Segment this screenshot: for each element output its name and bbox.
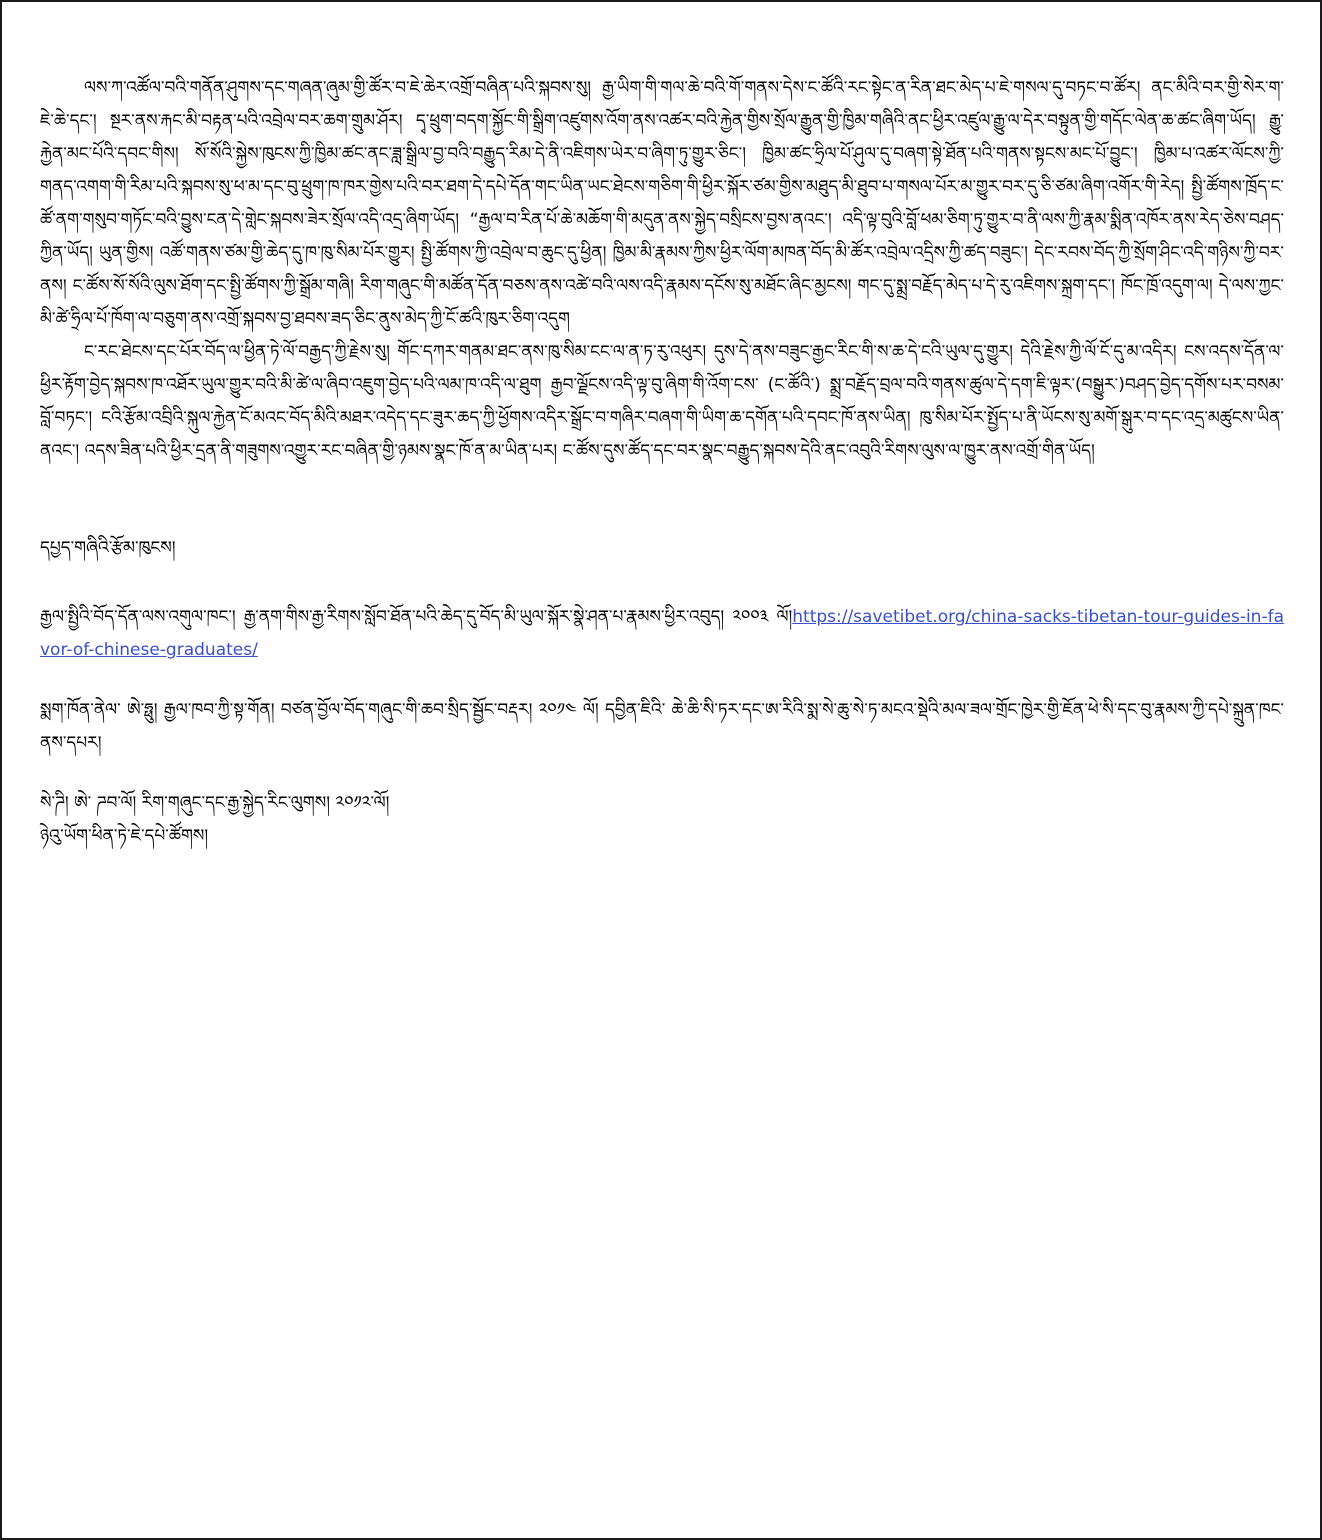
body-paragraph-2: ང་རང་ཐེངས་དང་པོར་བོད་ལ་ཕྱིན་ཏེ་ལོ་བརྒྱད་ཀྱི་རྗེས་སུ། གོང་དཀར་གནམ་ཐང་ནས་ཁུ་སིམ་ངང་ལ་ན་ཏ་རུ་འཕུར། དུས་དེ་ནས་བཟུང་རྒྱང་རིང་གི་ས་ཆ་དེ་ངའི་ཡུལ་དུ་གྱུར། དེའི་རྗེས་ཀྱི་ལོ་ངོ་དུ་མ་འདིར། ངས་འདས་དོན་ལ་ཕྱིར་རྟོག་བྱེད་སྐབས་ཁ་འཐོར་ཡུལ་གྱུར་བའི་མི་ཚེ་ལ་ཞིབ་འཇུག་བྱེད་པའི་ལམ་ཁ་འདི་ལ་ཐུག རྒྱབ་ལྗོངས་འདི་ལྟ་བུ་ཞིག་གི་འོག་ངས་ (ང་ཚོའི་) སྨྲ་བརྗོད་བྲལ་བའི་གནས་ཚུལ་དེ་དག་ཇི་ལྟར་(བསྒྱུར་)བཤད་བྱེད་དགོས་པར་བསམ་བློ་བཏང་། ངའི་རྩོམ་འབྲིའི་སྐུལ་རྐྱེན་ངོ་མའང་བོད་མིའི་མཐར་འདེད་དང་ཟུར་ཆད་ཀྱི་ཕྱོགས་འདིར་སྒྲོང་བ་གཞིར་བཞག་གི་ཡིག་ཆ་དགོན་པའི་དབང་ཁོ་ནས་ཡིན། ཁུ་སིམ་པོར་སྤྱོད་པ་ནི་ཡོངས་སུ་མགོ་སྒུར་བ་དང་འདྲ་མཚུངས་ཡིན་ནའང་། འདས་ཟིན་པའི་ཕྱིར་དྲན་ནི་གཟུགས་འགྱུར་རང་བཞིན་གྱི་ཉམས་སྣང་ཁོ་ན་མ་ཡིན་པར། ང་ཚོས་དུས་ཚོད་དང་བར་སྣང་བརྒྱུད་སྐབས་དེའི་ནང་འབུའི་རིགས་ལུས་ལ་ཁྱུར་ནས་འགྲོ་གིན་ཡོད། [40,342,1284,461]
reference-item-said [40,787,1284,853]
reference-citation-said-line2: ཉེའུ་ཡོག་ཕིན་ཏེ་ཇེ་དཔེ་ཚོགས། [40,826,209,846]
document-body [2,2,1320,853]
body-paragraph-1: ལས་ཀ་འཚོལ་བའི་གནོན་ཤུགས་དང་གཞན་ཞུམ་གྱི་ཚོར་བ་ཇེ་ཆེར་འགྲོ་བཞིན་པའི་སྐབས་སུ། རྒྱ་ཡིག་གི་གལ་ཆེ་བའི་གོ་གནས་དེས་ང་ཚོའི་རང་སྟེང་ན་རིན་ཐང་མེད་པ་ཇེ་གསལ་དུ་བཏང་བ་ཚོར། ནང་མིའི་བར་གྱི་སེར་ག་ཇེ་ཆེ་དང་། སྔར་ནས་རྐང་མི་བརྟན་པའི་འབྲེལ་བར་ཆག་གྲུམ་ཤོར། དྭ་ཕྲུག་བདག་སྐྱོང་གི་སྒྲིག་འཛུགས་འོག་ནས་འཚར་བའི་རྐྱེན་གྱིས་སྲོལ་རྒྱུན་གྱི་ཁྱིམ་གཞིའི་ནང་ཕྱིར་འཛུལ་རྒྱུ་ལ་དེར་བསྟུན་གྱི་གདོང་ལེན་ཆ་ཚང་ཞིག་ཡོད། རྒྱུ་རྐྱེན་མང་པོའི་དབང་གིས། སོ་སོའི་སྐྱེས་ཁུངས་ཀྱི་ཁྱིམ་ཚང་ནང་ཟླ་སྒྲིལ་བྱ་བའི་བརྒྱུད་རིམ་དེ་ནི་འཇིགས་ཡེར་བ་ཞིག་ཏུ་གྱུར་ཅིང་། ཁྱིམ་ཚང་ཧྲིལ་པོ་ཤུལ་དུ་བཞག་སྟེ་ཐོན་པའི་གནས་སྟངས་མང་པོ་བྱུང་། ཁྱིམ་པ་འཚར་ལོངས་ཀྱི་གནད་འགག་གི་རིམ་པའི་སྐབས་སུ་ཕ་མ་དང་བུ་ཕྲུག་ཁ་ཁར་གྱེས་པའི་བར་ཐག་དེ་དཔེ་དོན་གང་ཡིན་ཡང་ཐེངས་གཅིག་གི་ཕྱིར་སྐོར་ཙམ་གྱིས་མཐུད་མི་ཐུབ་པ་གསལ་པོར་མ་གྱུར་བར་དུ་ཅི་ཙམ་ཞིག་འགོར་གི་རེད། སྤྱི་ཚོགས་ཁྲོད་ང་ཚོ་ནག་གསུབ་གཏོང་བའི་བྱུས་ངན་དེ་གླེང་སྐབས་ཟེར་སྲོལ་འདི་འདྲ་ཞིག་ཡོད། “རྒྱལ་བ་རིན་པོ་ཆེ་མཆོག་གི་མདུན་ནས་སྐྱེད་བསྲིངས་བྱས་ནའང་། འདི་ལྟ་བུའི་བློ་ཕམ་ཅིག་ཏུ་གྱུར་བ་ནི་ལས་ཀྱི་རྣམ་སྨིན་འཁོར་ནས་རེད་ཅེས་བཤད་ཀྱིན་ཡོད། ཡུན་གྱིས། འཚོ་གནས་ཙམ་གྱི་ཆེད་དུ་ཁ་ཁུ་སིམ་པོར་གྱུར། སྤྱི་ཚོགས་ཀྱི་འབྲེལ་བ་ཆུང་དུ་ཕྱིན། ཁྱིམ་མི་རྣམས་ཀྱིས་ཕྱིར་ལོག་མཁན་བོད་མི་ཚོར་འབྲེལ་འདྲིས་ཀྱི་ཚད་བཟུང་། དེང་རབས་བོད་ཀྱི་སྲོག་ཤིང་འདི་གཉིས་ཀྱི་བར་ནས། ང་ཚོས་སོ་སོའི་ལུས་ཐོག་དང་སྤྱི་ཚོགས་ཀྱི་སྒྲོམ་གཞི། རིག་གཞུང་གི་མཚོན་དོན་བཅས་ནས་འཚེ་བའི་ལས་འདི་རྣམས་དངོས་སུ་མཐོང་ཞིང་མྱངས། གང་དུ་སྨྲ་བརྗོད་མེད་པ་དེ་རུ་འཇིགས་སྐྲག་དང་། ཁོང་ཁྲོ་འདུག་ལ། དེ་ལས་ཀྱང་མི་ཚེ་ཧྲིལ་པོ་ཁོག་ལ་བཅུག་ནས་འགྲོ་སྐབས་བྱ་ཐབས་ཟད་ཅིང་ནུས་མེད་ཀྱི་ངོ་ཚའི་ཁུར་ཅིག་འདུག [40,78,1284,329]
reference-citation-ict: རྒྱལ་སྤྱིའི་བོད་དོན་ལས་འགུལ་ཁང་། རྒྱ་ནག་གིས་རྒྱ་རིགས་སློབ་ཐོན་པའི་ཆེད་དུ་བོད་མི་ཡུལ་སྐོར་སྣེ་ཤན་པ་རྣམས་ཕྱིར་འབུད། ༢༠༠༣ ལོ། [40,607,793,627]
reference-item-ict [40,601,1284,667]
reference-citation-mcconnell: སྨག་ཁོན་ནེལ་ ཨེ་ཧྥུ། རྒྱལ་ཁབ་ཀྱི་སྟ་གོན། བཙན་བྱོལ་བོད་གཞུང་གི་ཆབ་སྲིད་སྦྱོང་བརྡར། ༢༠༡༤ ལོ། དབྱིན་ཇིའི་ ཆེ་ཆི་སི་ཏར་དང་ཨ་རིའི་སྨ་སེ་ཆུ་སེ་ཏ་མངའ་སྡེའི་མལ་ཟལ་གྲོང་ཁྱེར་གྱི་ཇོན་ཕེ་སི་དང་བུ་རྣམས་ཀྱི་དཔེ་སྐྲུན་ཁང་ནས་དཔར། [40,700,1284,753]
references-heading: དཔྱད་གཞིའི་རྩོམ་ཁུངས། [40,538,176,558]
savetibet-link[interactable]: https://savetibet.org/china-sacks-tibetan-tour-guides-in-favor-of-chinese-graduates/ [40,607,1284,660]
reference-citation-said-line1: སེ་ཌི། ཨེ་ ཌབ་ལོ། རིག་གཞུང་དང་རྒྱ་སྐྱེད་རིང་ལུགས། ༢༠༡༢་ལོ། [40,793,390,813]
reference-item-mcconnell [40,694,1284,760]
